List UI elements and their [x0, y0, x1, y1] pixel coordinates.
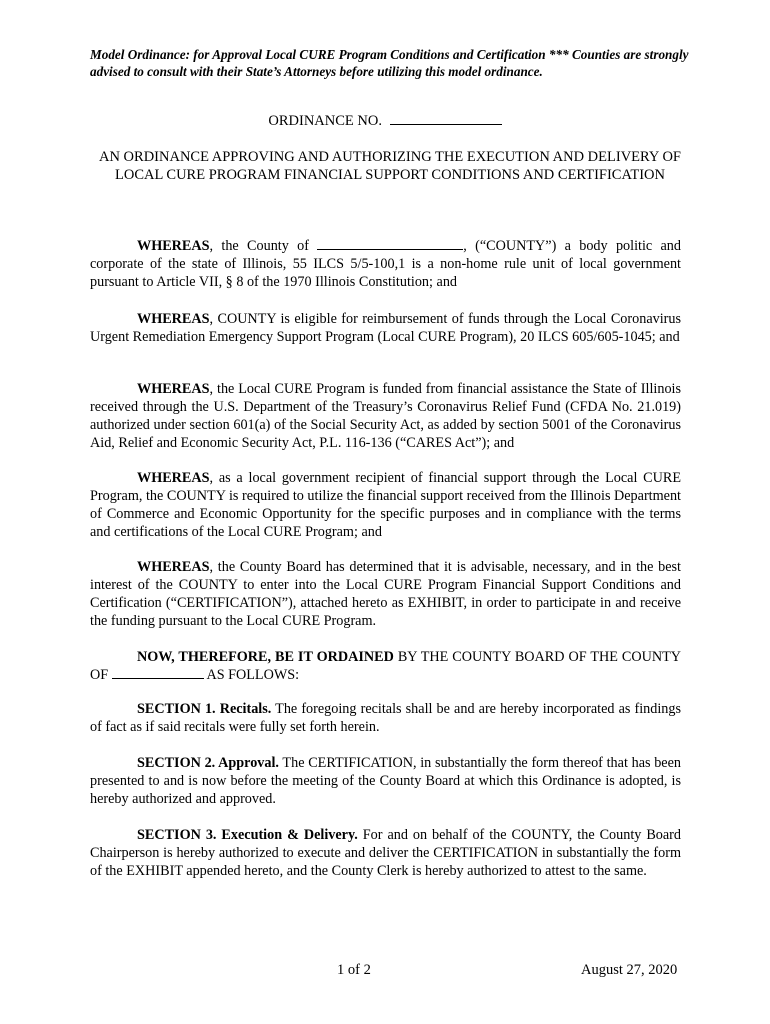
section-1-text: The foregoing recitals shall be and are hereby incorporated as findings of fact as if said recitals were fully set forth herein. [90, 701, 681, 735]
now-therefore-lead: NOW, THEREFORE, BE IT ORDAINED [137, 649, 394, 665]
whereas-lead: WHEREAS [137, 470, 210, 486]
whereas-text: , COUNTY is eligible for reimbursement of funds through the Local Coronavirus Urgent Remediation Emergency Support Program (Local CURE Program), 20 ILCS 605/605-1045; and [90, 311, 681, 345]
page-number: 1 of 2 [337, 962, 371, 978]
now-therefore-paragraph [90, 648, 681, 684]
now-therefore-text: BY THE COUNTY BOARD OF THE COUNTY OF [90, 649, 681, 683]
ordinance-number-line [0, 112, 770, 130]
ordinance-title: AN ORDINANCE APPROVING AND AUTHORIZING THE EXECUTION AND DELIVERY OF LOCAL CURE PROGRAM FINANCIAL SUPPORT CONDITIONS AND CERTIFICATION [98, 149, 681, 183]
whereas-lead: WHEREAS [137, 381, 210, 397]
whereas-text: , as a local government recipient of financial support through the Local CURE Program, the COUNTY is required to utilize the financial support received from the Illinois Department of Commerce and Economic Opportunity for the specific purposes and in compliance with the terms and certifications of the Local CURE Program; and [90, 470, 681, 540]
now-therefore-text: AS FOLLOWS: [203, 667, 300, 683]
whereas-text: , (“COUNTY”) a body politic and corporate of the state of Illinois, 55 ILCS 5/5-100,1 is a non-home rule unit of local government pursuant to Article VII, § 8 of the 1970 Illinois Constitution; and [90, 238, 681, 290]
whereas-paragraph-2 [90, 310, 681, 346]
whereas-lead: WHEREAS [137, 238, 210, 254]
county-name-blank [317, 237, 463, 250]
section-3-text: For and on behalf of the COUNTY, the County Board Chairperson is hereby authorized to execute and deliver the CERTIFICATION in substantially the form of the EXHIBIT appended hereto, and the County Clerk is hereby authorized to attest to the same. [90, 827, 681, 879]
section-2-text: The CERTIFICATION, in substantially the form thereof that has been presented to and is now before the meeting of the County Board at which this Ordinance is adopted, is hereby authorized and approved. [90, 755, 681, 807]
whereas-paragraph-3 [90, 380, 681, 452]
county-of-blank [112, 666, 204, 679]
ordinance-number-label: ORDINANCE NO. [268, 113, 382, 129]
section-2-paragraph [90, 754, 681, 808]
whereas-text: , the County of [209, 238, 309, 254]
whereas-text: , the County Board has determined that it is advisable, necessary, and in the best interest of the COUNTY to enter into the Local CURE Program Financial Support Conditions and Certification (“CERTIFICATION”), attached hereto as EXHIBIT, in order to participate in and receive the funding pursuant to the Local CURE Program. [90, 559, 681, 629]
whereas-paragraph-1 [90, 237, 681, 291]
section-1-paragraph [90, 700, 681, 736]
whereas-paragraph-5 [90, 558, 681, 630]
whereas-text: , the Local CURE Program is funded from financial assistance the State of Illinois received through the U.S. Department of the Treasury’s Coronavirus Relief Fund (CFDA No. 21.019) authorized under section 601(a) of the Social Security Act, as added by section 5001 of the Coronavirus Aid, Relief and Economic Security Act, P.L. 116-136 (“CARES Act”); and [90, 381, 681, 451]
ordinance-number-blank [390, 112, 502, 125]
footer-date: August 27, 2020 [581, 962, 678, 978]
section-3-heading: SECTION 3. Execution & Delivery. [137, 827, 358, 843]
whereas-lead: WHEREAS [137, 311, 210, 327]
section-2-heading: SECTION 2. Approval. [137, 755, 279, 771]
whereas-lead: WHEREAS [137, 559, 210, 575]
section-1-heading: SECTION 1. Recitals. [137, 701, 272, 717]
section-3-paragraph [90, 826, 681, 880]
whereas-paragraph-4 [90, 469, 681, 541]
model-ordinance-note: Model Ordinance: for Approval Local CURE Program Conditions and Certification *** Counties are strongly advised to consult with their State’s Attorneys before utilizing this model ordinance. [90, 47, 689, 79]
